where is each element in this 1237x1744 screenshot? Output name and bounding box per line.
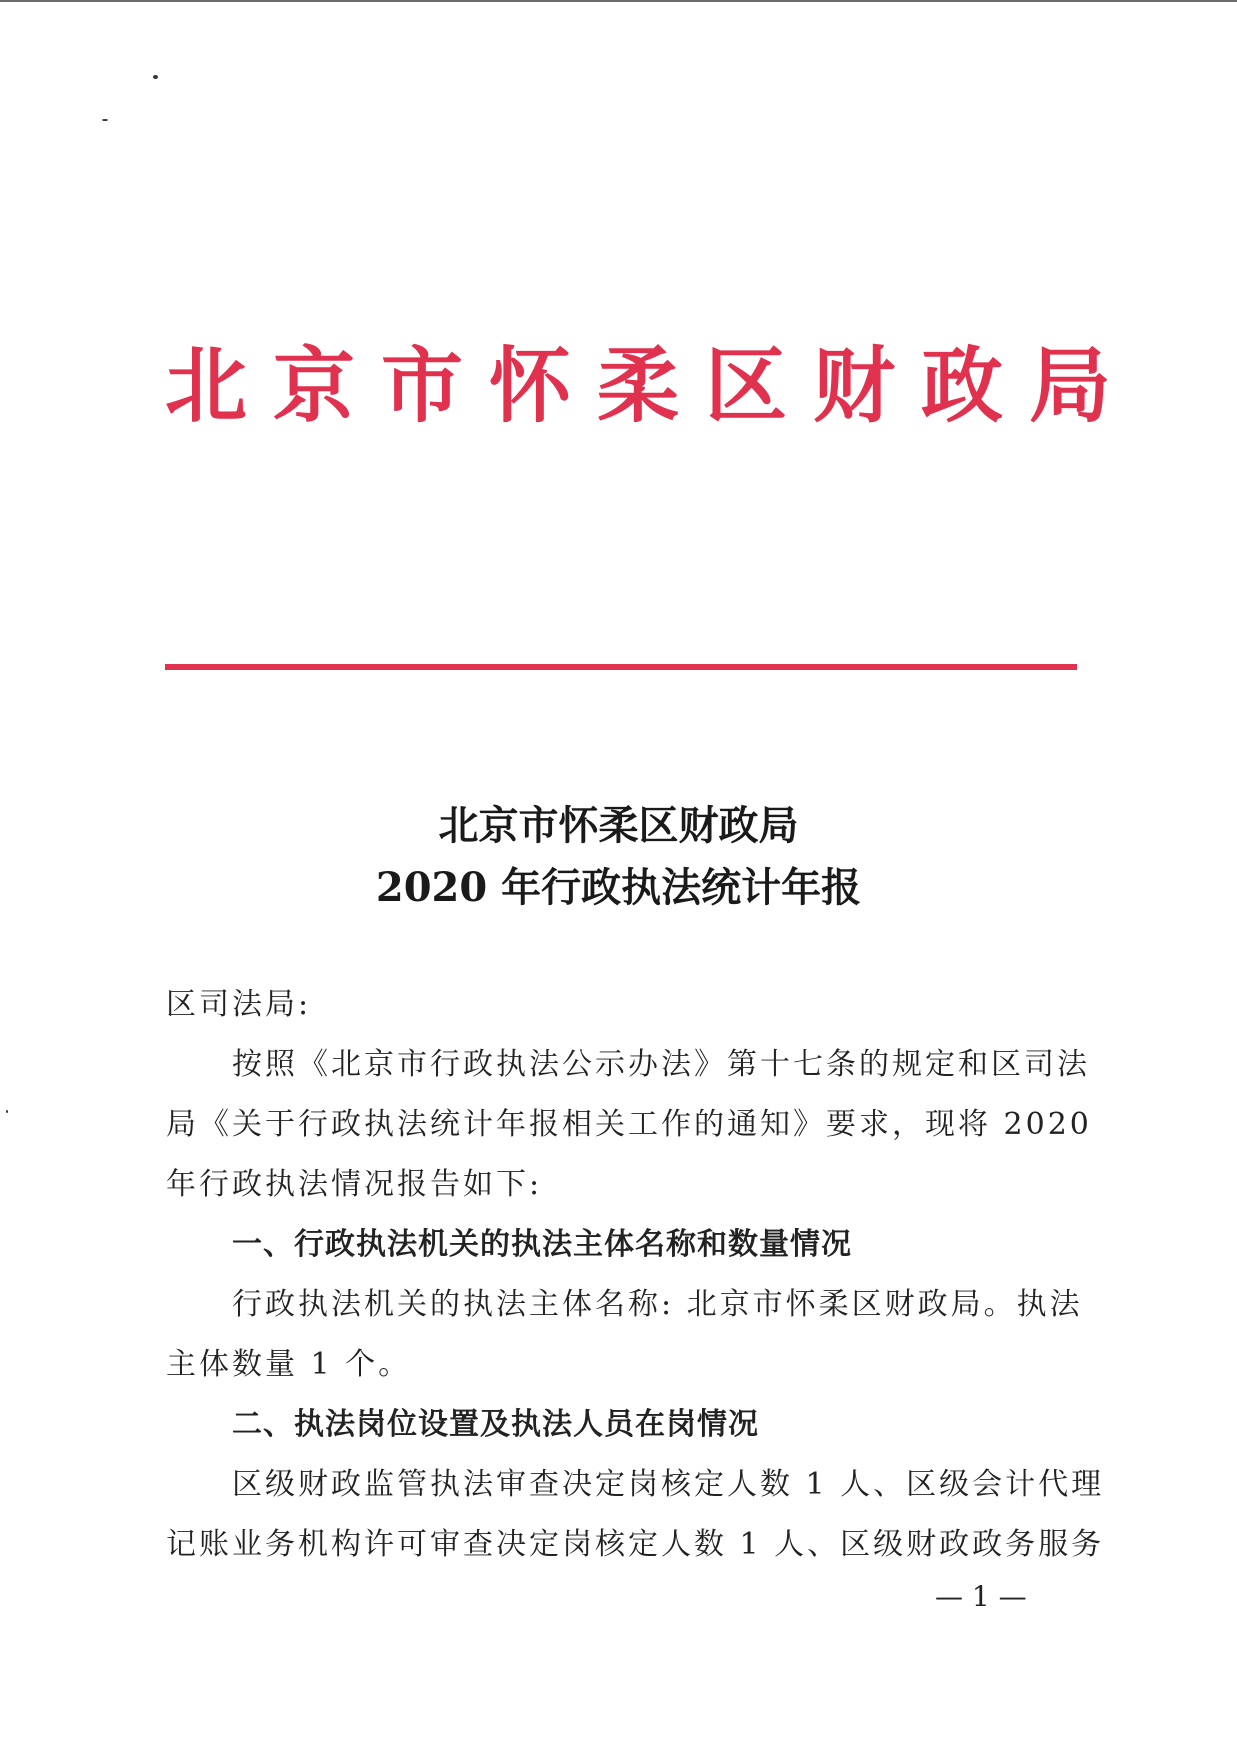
- document-body: [166, 975, 1105, 1575]
- scan-speck: [102, 119, 108, 121]
- document-title: [0, 795, 1237, 919]
- title-line-2: 2020 年行政执法统计年报: [375, 864, 862, 911]
- top-edge-rule: [0, 0, 1237, 2]
- section-2-heading: 二、执法岗位设置及执法人员在岗情况: [232, 1407, 759, 1442]
- agency-letterhead: 北京市怀柔区财政局: [165, 338, 1138, 434]
- intro-line: 局《关于行政执法统计年报相关工作的通知》要求，现将 2020: [166, 1107, 1092, 1142]
- section-2-line: 区级财政监管执法审查决定岗核定人数 1 人、区级会计代理: [232, 1467, 1105, 1502]
- page-number: — 1 —: [935, 1580, 1027, 1613]
- addressee: 区司法局:: [166, 987, 312, 1022]
- section-1-line: 行政执法机关的执法主体名称: 北京市怀柔区财政局。执法: [232, 1287, 1083, 1322]
- section-1-line: 主体数量 1 个。: [166, 1347, 412, 1382]
- title-line-1: 北京市怀柔区财政局: [438, 802, 799, 849]
- letterhead-divider: [165, 664, 1077, 670]
- section-1-heading: 一、行政执法机关的执法主体名称和数量情况: [232, 1227, 852, 1262]
- section-2-line: 记账业务机构许可审查决定岗核定人数 1 人、区级财政政务服务: [166, 1527, 1105, 1562]
- intro-line: 年行政执法情况报告如下:: [166, 1167, 543, 1202]
- scan-speck: [6, 1110, 8, 1113]
- scan-speck: [153, 75, 158, 79]
- intro-line: 按照《北京市行政执法公示办法》第十七条的规定和区司法: [232, 1047, 1090, 1082]
